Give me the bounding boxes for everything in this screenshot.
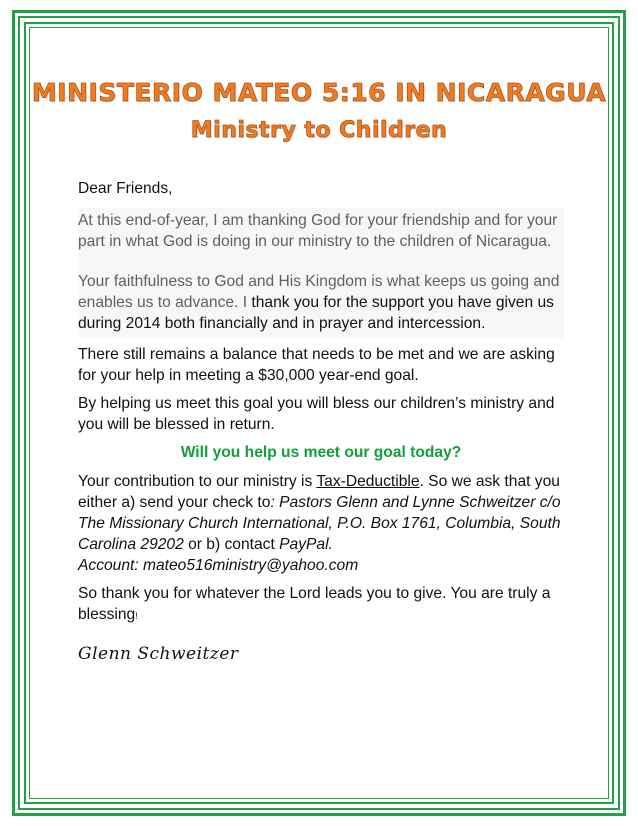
paragraph-contribution bbox=[78, 471, 564, 576]
shaded-block bbox=[78, 208, 564, 338]
faithfulness-text: Your faithfulness to God and His Kingdom is what keeps us going and enables us to advance. I bbox=[78, 273, 560, 311]
contribution-text: Your contribution to our ministry is bbox=[78, 473, 317, 490]
paragraph-closing bbox=[78, 583, 564, 627]
callout-question: Will you help us meet our goal today? bbox=[180, 444, 462, 461]
paragraph-faithfulness bbox=[78, 271, 564, 334]
tax-deductible-text: Tax-Deductible bbox=[316, 473, 420, 490]
paragraph-thanks: At this end-of-year, I am thanking God for your friendship and for your part in what God is doing in our ministry to the children of Nicaragua. bbox=[78, 212, 558, 250]
closing-text: So thank you for whatever the Lord leads you to give. You are truly a blessing bbox=[78, 585, 551, 623]
page-title: MINISTERIO MATEO 5:16 IN NICARAGUA bbox=[31, 78, 607, 107]
support-text: thank you for the support you have given us during 2014 both financially and in prayer and intercession. bbox=[78, 294, 554, 332]
contact-text: or b) contact bbox=[183, 536, 280, 553]
closing-mark: ! bbox=[135, 611, 138, 621]
paypal-account[interactable]: Account: mateo516ministry@yahoo.com bbox=[78, 557, 359, 574]
mailing-address: : Pastors Glenn and Lynne Schweitzer c/o The Missionary Church International, P.O. Box 1761, Columbia, South Carolina 29202 bbox=[78, 494, 561, 553]
paragraph-balance: There still remains a balance that needs to be met and we are asking for your help in meeting a $30,000 year-end goal. bbox=[78, 346, 555, 384]
greeting: Dear Friends, bbox=[78, 180, 173, 197]
signature: Glenn Schweitzer bbox=[78, 644, 239, 664]
paragraph-bless: By helping us meet this goal you will bless our children’s ministry and you will be blessed in return. bbox=[78, 395, 555, 433]
send-check-text: . So we ask that you either a) send your check to bbox=[78, 473, 560, 511]
page-subtitle: Ministry to Children bbox=[190, 118, 448, 143]
paypal-label: PayPal. bbox=[279, 536, 333, 553]
letter-body bbox=[78, 178, 564, 665]
